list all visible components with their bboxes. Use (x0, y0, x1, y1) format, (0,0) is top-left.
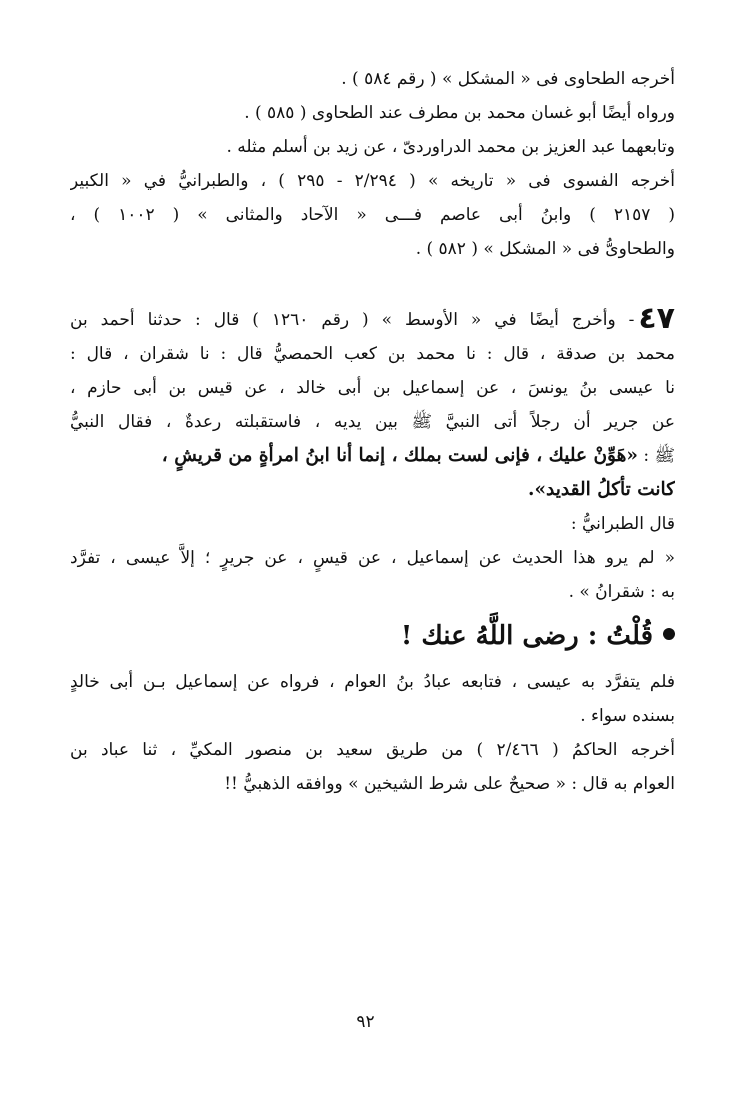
hadith-quote-line (70, 439, 675, 473)
tabarani-intro: قال الطبرانيُّ : (570, 514, 675, 534)
hadith-number: ٤٧ (638, 302, 675, 336)
salutation: ﷺ : (643, 446, 675, 466)
text-line: فلم يتفرَّد به عيسى ، فتابعه عبادُ بنُ العوام ، فرواه عن إسماعيل بـن أبى خالدٍ (70, 672, 675, 692)
text-line: والطحاوىُّ فى « المشكل » ( ٥٨٢ ) . (415, 239, 675, 259)
text-line: العوام به قال : « صحيحٌ على شرط الشيخين » ووافقه الذهبيُّ !! (224, 774, 675, 794)
text-line: « لم يرو هذا الحديث عن إسماعيل ، عن قيسٍ ، عن جريرٍ ؛ إلاَّ عيسى ، تفرَّد (70, 548, 675, 568)
heading-text: قُلْتُ : رضى اللَّهُ عنك ! (400, 621, 653, 651)
hadith-text: - وأخرج أيضًا في « الأوسط » ( رقم ١٢٦٠ ) قال : حدثنا أحمد بن (70, 310, 635, 330)
text-line: به : شقرانُ » . (568, 582, 675, 602)
prophet-quote-end: كانت تأكلُ القديد». (528, 479, 675, 500)
text-line: وتابعهما عبد العزيز بن محمد الدراوردىّ ، عن زيد بن أسلم مثله . (226, 137, 675, 157)
text-line: محمد بن صدقة ، قال : نا محمد بن كعب الحمصيُّ قال : نا شقران ، قال : (70, 344, 675, 364)
text-line: أخرجه الطحاوى فى « المشكل » ( رقم ٥٨٤ ) . (341, 69, 675, 89)
section-heading (70, 613, 675, 659)
bullet-icon (663, 628, 675, 640)
hadith-first-line (70, 302, 675, 337)
text-line: ورواه أيضًا أبو غسان محمد بن مطرف عند الطحاوى ( ٥٨٥ ) . (244, 103, 675, 123)
text-line: نا عيسى بنُ يونسَ ، عن إسماعيل بن أبى خالد ، عن قيس بن أبى حازم ، (70, 378, 675, 398)
text-line: أخرجه الحاكمُ ( ٢/٤٦٦ ) من طريق سعيد بن منصور المكيِّ ، ثنا عباد بن (70, 740, 675, 760)
text-line: أخرجه الفسوى فى « تاريخه » ( ٢/٢٩٤ - ٢٩٥ ) ، والطبرانيُّ في « الكبير (70, 171, 675, 191)
text-line: عن جرير أن رجلاً أتى النبيَّ ﷺ بين يديه ، فاستقبلته رعدةٌ ، فقال النبيُّ (70, 412, 675, 432)
section-gap (70, 266, 675, 302)
text-line: ( ٢١٥٧ ) وابنُ أبى عاصم فـــى « الآحاد والمثانى » ( ١٠٠٢ ) ، (70, 205, 675, 225)
page-number: ٩٢ (356, 1012, 375, 1032)
prophet-quote: «هَوِّنْ عليك ، فإنى لست بملك ، إنما أنا ابنُ امرأةٍ من قريشٍ ، (161, 445, 638, 466)
text-line: بسنده سواء . (580, 706, 675, 726)
